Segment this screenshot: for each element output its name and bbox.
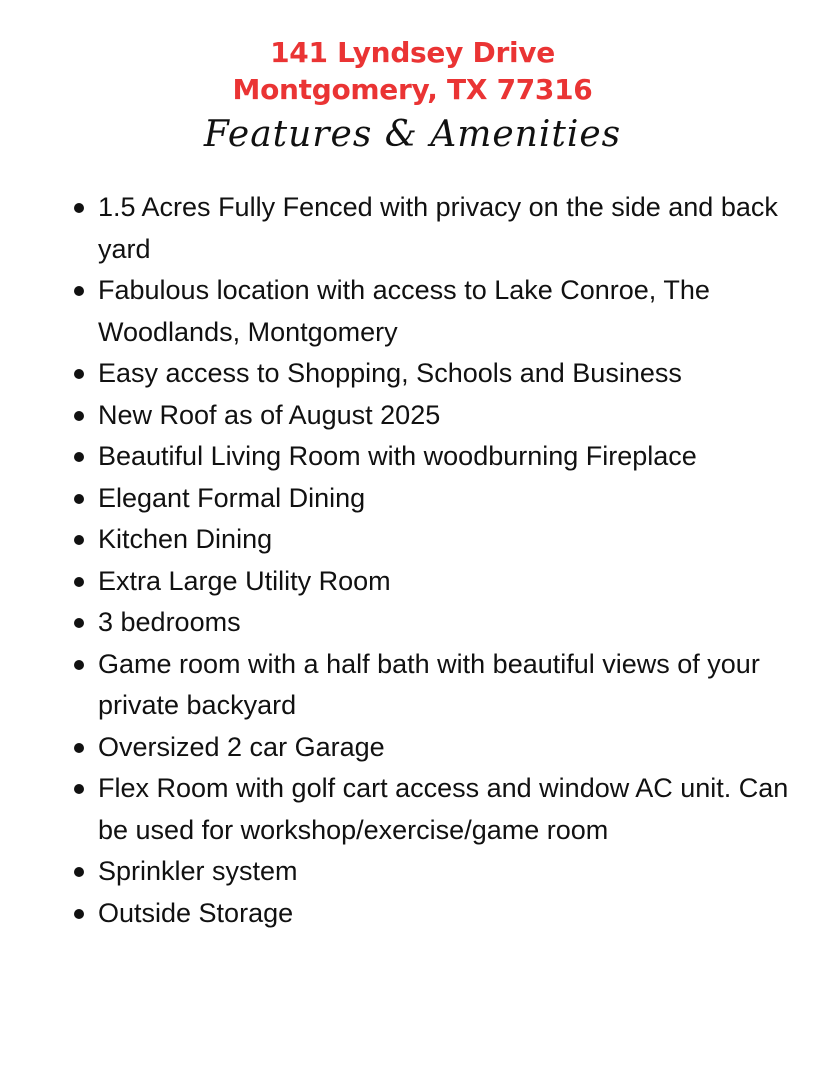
bullet-icon: [74, 452, 84, 462]
feature-text: Easy access to Shopping, Schools and Business: [98, 358, 682, 388]
feature-item: [70, 602, 790, 644]
feature-text: Extra Large Utility Room: [98, 565, 391, 596]
feature-item: [70, 187, 790, 270]
feature-item: [70, 478, 790, 520]
bullet-icon: [74, 618, 84, 628]
feature-text: Flex Room with golf cart access and window AC unit. Can be used for workshop/exercise/game room: [98, 773, 789, 845]
address-line-city: Montgomery, TX 77316: [232, 73, 593, 106]
bullet-icon: [74, 411, 84, 421]
feature-item: [70, 270, 790, 353]
bullet-icon: [74, 494, 84, 504]
feature-text: Game room with a half bath with beautiful views of your private backyard: [98, 648, 760, 720]
feature-text: Beautiful Living Room with woodburning Fireplace: [98, 441, 697, 471]
feature-item: [70, 768, 790, 851]
feature-text: New Roof as of August 2025: [98, 399, 441, 430]
feature-item: [70, 851, 790, 893]
bullet-icon: [74, 535, 84, 545]
features-amenities-title: Features & Amenities: [203, 114, 622, 155]
feature-text: Sprinkler system: [98, 856, 298, 886]
bullet-icon: [74, 286, 84, 296]
feature-item: [70, 727, 790, 769]
feature-item: [70, 561, 790, 603]
header: [0, 34, 825, 158]
feature-item: [70, 893, 790, 935]
feature-text: Fabulous location with access to Lake Conroe, The Woodlands, Montgomery: [98, 275, 710, 347]
feature-text: Oversized 2 car Garage: [98, 731, 385, 762]
bullet-icon: [74, 743, 84, 753]
features-list: [70, 187, 790, 934]
feature-text: 3 bedrooms: [98, 607, 241, 637]
feature-text: Kitchen Dining: [98, 524, 273, 554]
feature-item: [70, 436, 790, 478]
bullet-icon: [74, 867, 84, 877]
bullet-icon: [74, 909, 84, 919]
address-line-street: 141 Lyndsey Drive: [270, 36, 555, 69]
bullet-icon: [74, 369, 84, 379]
feature-text: Outside Storage: [98, 897, 294, 928]
bullet-icon: [74, 203, 84, 213]
bullet-icon: [74, 577, 84, 587]
feature-text: Elegant Formal Dining: [98, 482, 366, 513]
feature-item: [70, 644, 790, 727]
feature-item: [70, 395, 790, 437]
feature-text: 1.5 Acres Fully Fenced with privacy on the side and back yard: [98, 192, 778, 264]
bullet-icon: [74, 660, 84, 670]
feature-item: [70, 519, 790, 561]
feature-item: [70, 353, 790, 395]
bullet-icon: [74, 784, 84, 794]
